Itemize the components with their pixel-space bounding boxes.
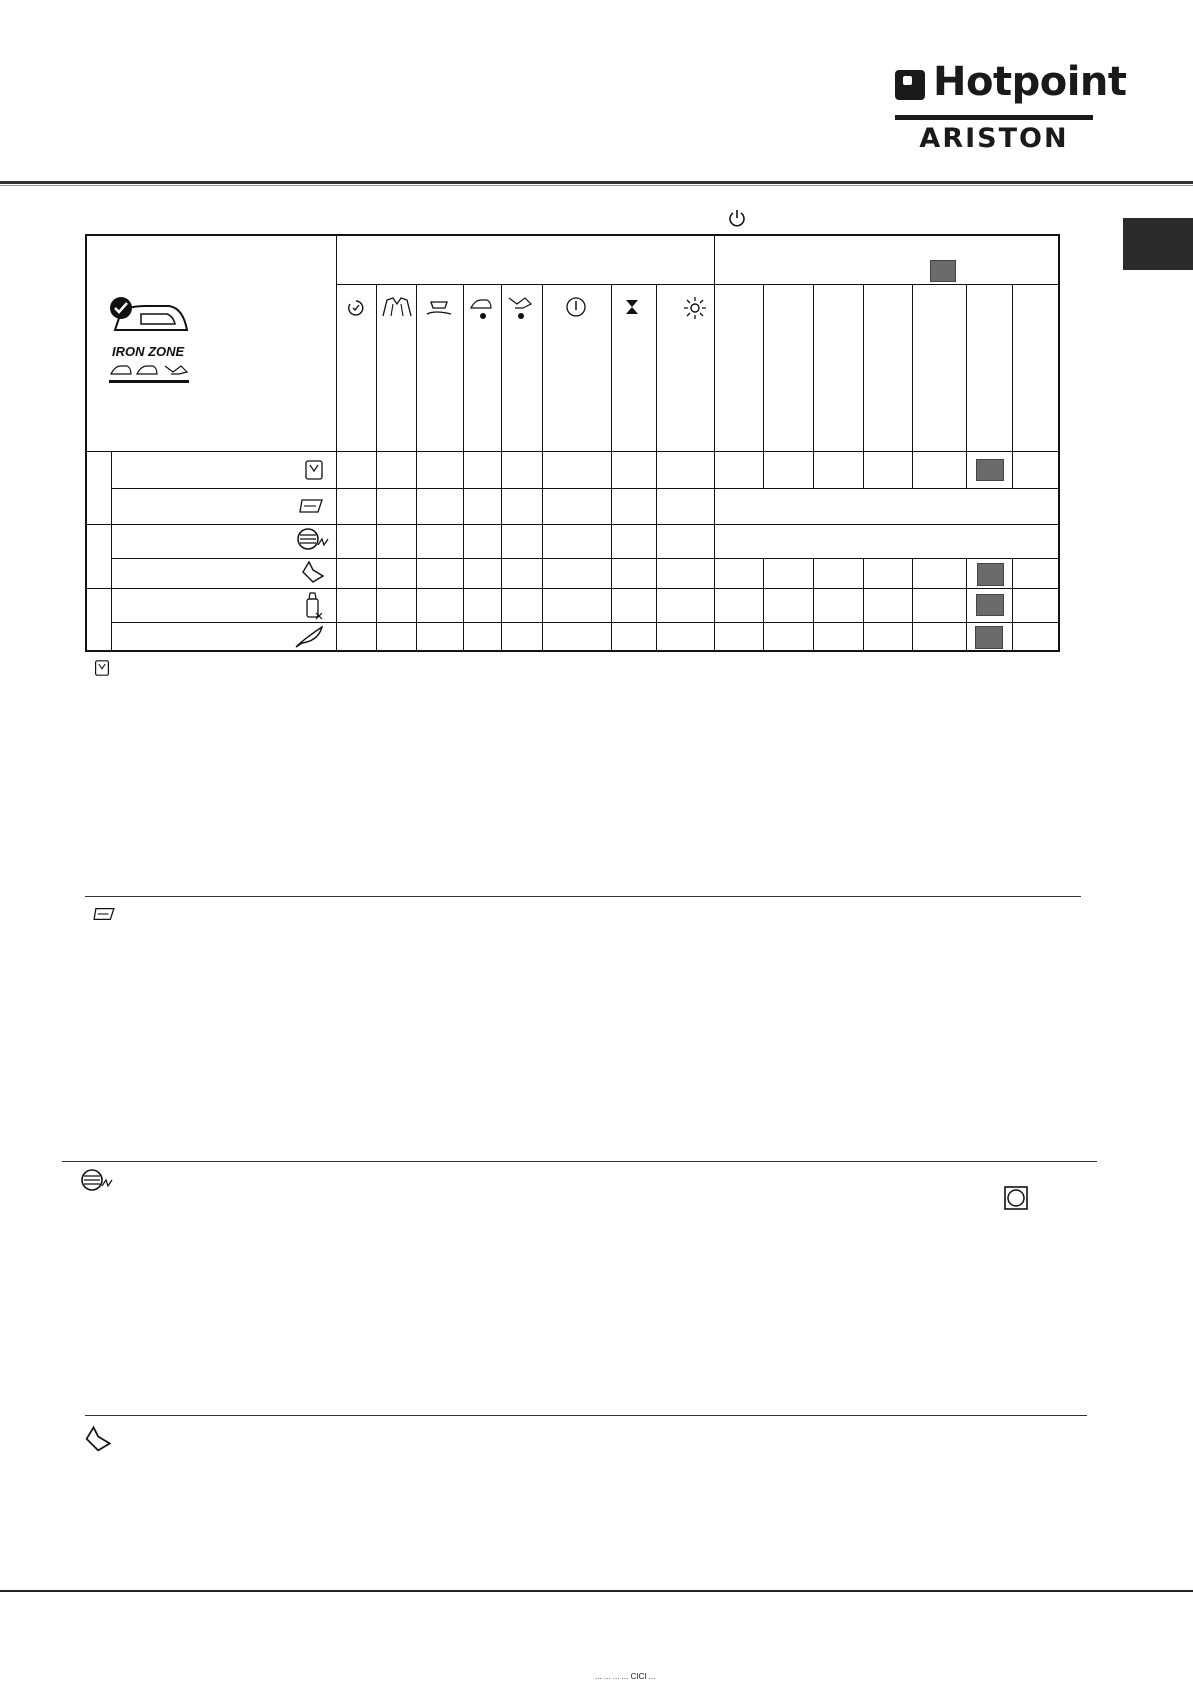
iron-zone-sub-icons bbox=[109, 362, 191, 384]
timer-icon bbox=[346, 298, 366, 318]
table-divider bbox=[813, 284, 814, 489]
table-divider bbox=[611, 284, 612, 650]
iron-zone-label: IRON ZONE bbox=[112, 344, 185, 359]
wool-ball-icon bbox=[296, 527, 330, 553]
table-divider bbox=[1012, 284, 1013, 489]
indicator-box bbox=[930, 260, 956, 282]
table-divider bbox=[87, 588, 1060, 589]
section-divider bbox=[85, 1415, 1087, 1416]
table-divider bbox=[111, 488, 1060, 489]
table-divider bbox=[87, 524, 1060, 525]
table-divider bbox=[542, 284, 543, 650]
hand-wash-icon bbox=[425, 298, 453, 318]
shirts-icon bbox=[381, 296, 413, 318]
iron-zone-icon bbox=[107, 294, 197, 336]
table-divider bbox=[863, 558, 864, 650]
indicator-box bbox=[977, 563, 1004, 586]
table-divider bbox=[763, 558, 764, 650]
shirt-icon bbox=[94, 659, 110, 677]
footer-rule bbox=[0, 1590, 1193, 1592]
table-divider bbox=[501, 284, 502, 650]
table-divider bbox=[813, 558, 814, 650]
hotpoint-logo-mark bbox=[895, 70, 925, 100]
table-divider bbox=[863, 284, 864, 489]
power-icon bbox=[728, 209, 746, 227]
table-divider bbox=[763, 284, 764, 489]
programme-table bbox=[85, 234, 1060, 652]
shirt-icon bbox=[304, 459, 324, 481]
tumble-dry-icon bbox=[1004, 1186, 1028, 1210]
duvet-icon bbox=[298, 496, 324, 516]
temperature-icon bbox=[565, 296, 587, 318]
table-divider bbox=[912, 284, 913, 489]
table-divider bbox=[966, 558, 967, 650]
silk-icon bbox=[299, 560, 325, 586]
footer-fragment: ... ... ... ... CICI ... bbox=[595, 1672, 656, 1681]
silk-icon bbox=[82, 1425, 112, 1455]
table-divider bbox=[463, 284, 464, 650]
sun-icon bbox=[683, 296, 707, 320]
header-rule bbox=[0, 181, 1193, 184]
brand-subname: ARISTON bbox=[919, 123, 1069, 154]
iron-easy-icon bbox=[469, 294, 495, 320]
table-divider bbox=[912, 558, 913, 650]
section-divider bbox=[62, 1161, 1097, 1162]
table-divider bbox=[111, 451, 112, 650]
table-divider bbox=[376, 284, 377, 650]
language-side-tab bbox=[1123, 218, 1193, 270]
section-divider bbox=[85, 896, 1081, 897]
wool-ball-icon bbox=[80, 1168, 114, 1194]
feather-icon bbox=[294, 625, 326, 649]
table-divider bbox=[656, 284, 657, 650]
table-divider bbox=[111, 622, 1060, 623]
indicator-box bbox=[975, 626, 1003, 649]
hourglass-icon bbox=[623, 298, 641, 316]
logo-divider bbox=[895, 115, 1093, 120]
table-divider bbox=[87, 451, 1060, 452]
duvet-icon bbox=[92, 905, 116, 923]
baby-bottle-icon bbox=[302, 591, 324, 621]
table-divider bbox=[111, 558, 1060, 559]
table-divider bbox=[1012, 558, 1013, 650]
indicator-box bbox=[976, 594, 1004, 616]
table-divider bbox=[416, 284, 417, 650]
iron-hard-icon bbox=[507, 294, 535, 320]
indicator-box bbox=[976, 459, 1004, 481]
brand-name: Hotpoint bbox=[933, 59, 1127, 105]
table-divider bbox=[336, 284, 1060, 285]
table-divider bbox=[966, 284, 967, 489]
header-rule-thin bbox=[0, 185, 1193, 186]
